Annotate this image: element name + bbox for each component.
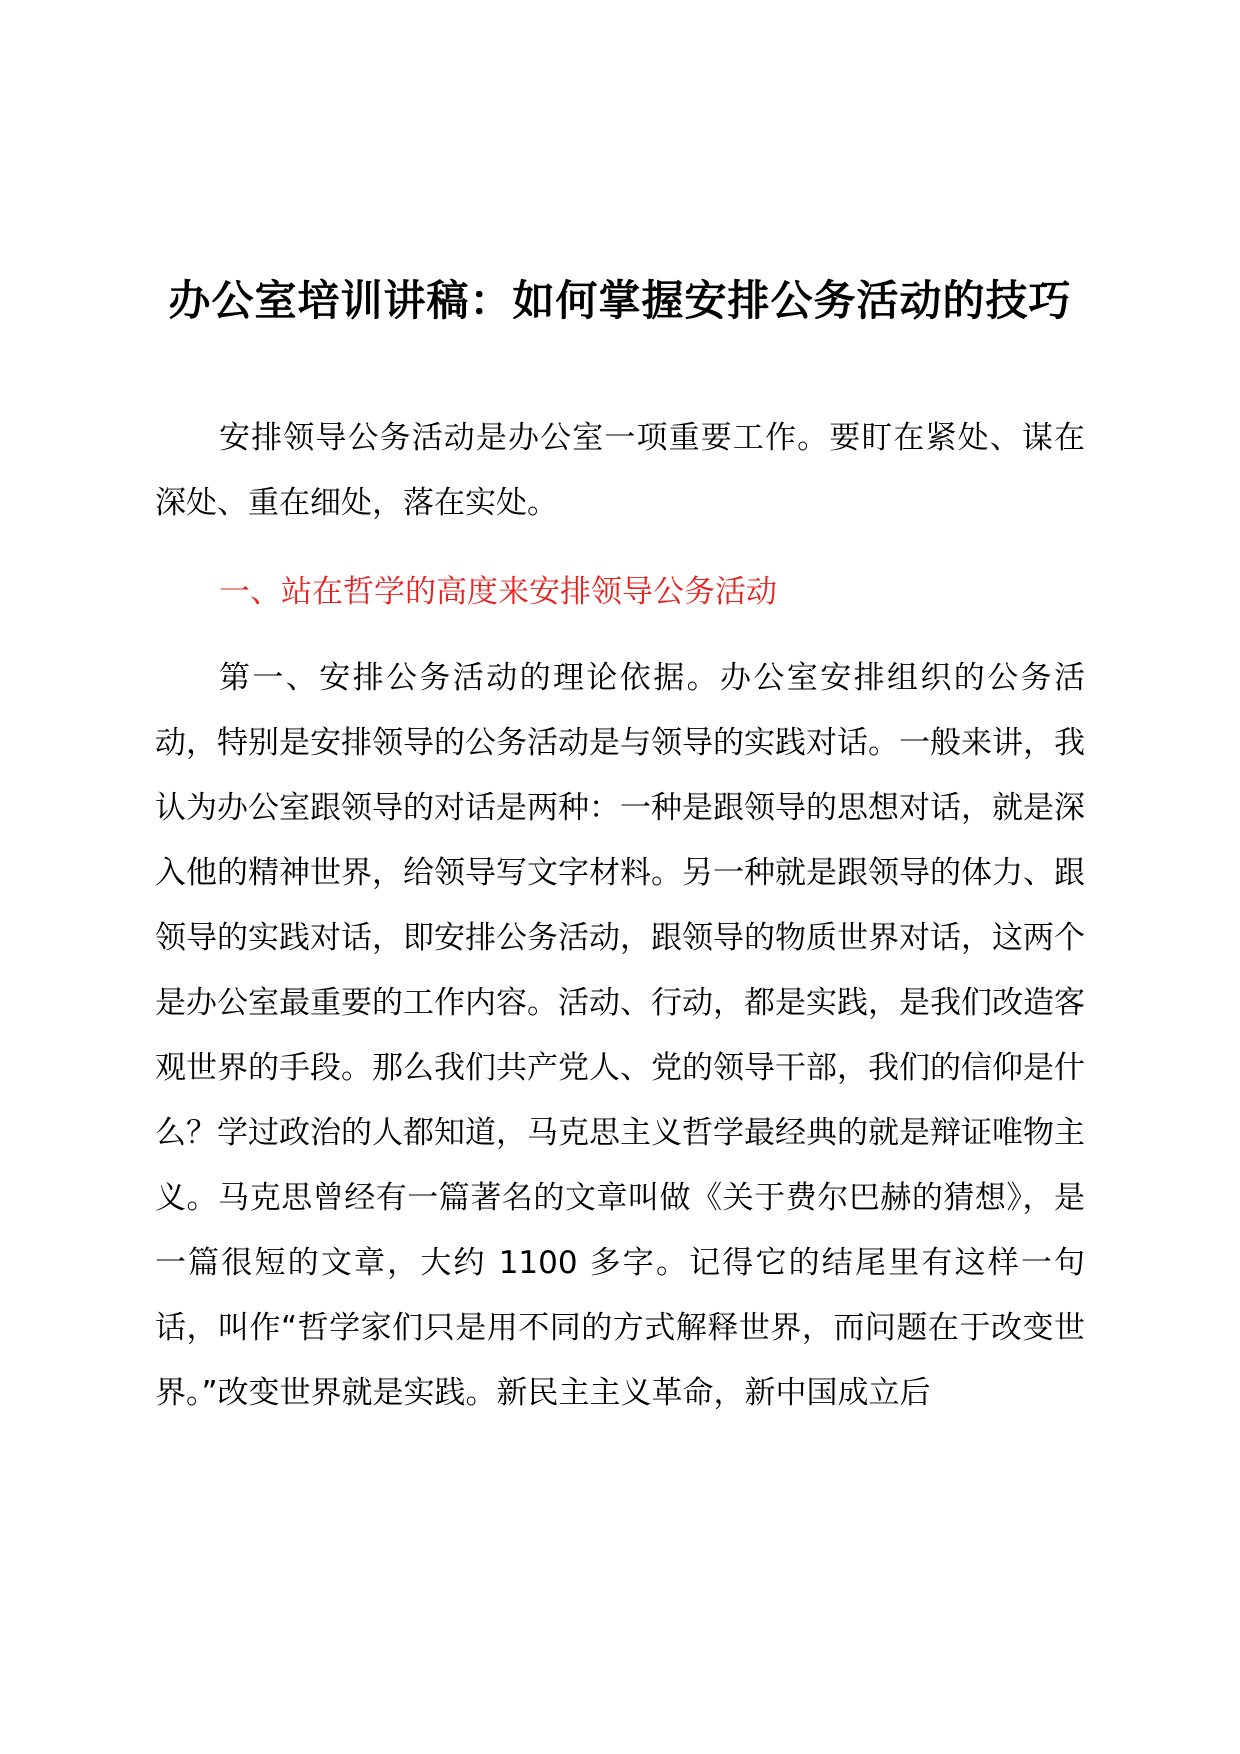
intro-paragraph: 安排领导公务活动是办公室一项重要工作。要盯在紧处、谋在深处、重在细处，落在实处。 — [155, 420, 1085, 521]
body-paragraph: 第一、安排公务活动的理论依据。办公室安排组织的公务活动，特别是安排领导的公务活动是与领导的实践对话。一般来讲，我认为办公室跟领导的对话是两种：一种是跟领导的思想对话，就是深入他的精神世界，给领导写文字材料。另一种就是跟领导的体力、跟领导的实践对话，即安排公务活动，跟领导的物质世界对话，这两个是办公室最重要的工作内容。活动、行动，都是实践，是我们改造客观世界的手段。那么我们共产党人、党的领导干部，我们的信仰是什么？学过政治的人都知道，马克思主义哲学最经典的就是辩证唯物主义。马克思曾经有一篇著名的文章叫做《关于费尔巴赫的猜想》，是一篇很短的文章，大约 1100 多字。记得它的结尾里有这样一句话，叫作“哲学家们只是用不同的方式解释世界，而问题在于改变世界。”改变世界就是实践。新民主主义革命，新中国成立后 — [155, 660, 1085, 1411]
section-heading: 一、站在哲学的高度来安排领导公务活动 — [219, 574, 777, 610]
document-title: 办公室培训讲稿：如何掌握安排公务活动的技巧 — [168, 276, 1072, 326]
